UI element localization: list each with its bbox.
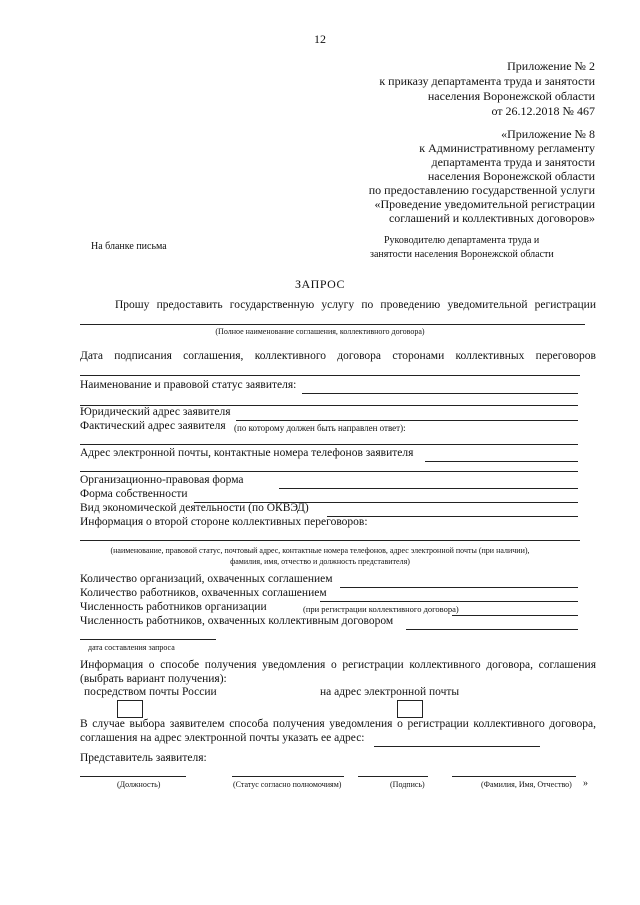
appendix-8-line-3: департамента труда и занятости: [431, 155, 595, 169]
actual-address-field[interactable]: [80, 444, 578, 445]
sig-status-hint: (Статус согласно полномочиям): [233, 780, 342, 789]
headcount-org-field[interactable]: [452, 615, 578, 616]
count-orgs-field[interactable]: [340, 587, 578, 588]
applicant-name-field[interactable]: [302, 393, 578, 394]
org-legal-form-label: Организационно-правовая форма: [80, 474, 244, 486]
sig-signature-hint: (Подпись): [390, 780, 425, 789]
email-phones-field-2[interactable]: [80, 471, 578, 472]
signing-date-field[interactable]: [80, 375, 580, 376]
email-address-field[interactable]: [374, 746, 540, 747]
agreement-name-hint: (Полное наименование соглашения, коллективного договора): [215, 327, 425, 336]
page-number: 12: [314, 32, 326, 46]
count-workers-label: Количество работников, охваченных соглашением: [80, 587, 327, 599]
option-email-checkbox[interactable]: [397, 700, 423, 718]
appendix-8-line-2: к Административному регламенту: [419, 141, 595, 155]
legal-address-field[interactable]: [236, 420, 578, 421]
second-party-label: Информация о второй стороне коллективных переговоров:: [80, 516, 368, 528]
request-intro: Прошу предоставить государственную услугу по проведению уведомительной регистрации: [115, 299, 596, 311]
sig-fio-hint: (Фамилия, Имя, Отчество): [481, 780, 572, 789]
sig-fio-field[interactable]: [452, 776, 576, 777]
appendix-2-line-2: к приказу департамента труда и занятости: [379, 74, 595, 88]
representative-label: Представитель заявителя:: [80, 752, 207, 764]
email-phones-field[interactable]: [425, 461, 578, 462]
appendix-8-line-5: по предоставлению государственной услуги: [368, 183, 595, 197]
letterhead-note: На бланке письма: [91, 241, 167, 252]
option-post-checkbox[interactable]: [117, 700, 143, 718]
actual-address-label: Фактический адрес заявителя: [80, 420, 226, 432]
appendix-8-line-7: соглашений и коллективных договоров»: [388, 211, 595, 225]
org-legal-form-field[interactable]: [279, 488, 578, 489]
email-choice-line-1: В случае выбора заявителем способа получения уведомления о регистрации коллективного договора,: [80, 718, 596, 730]
second-party-field[interactable]: [80, 540, 580, 541]
ownership-form-label: Форма собственности: [80, 488, 188, 500]
addressee-line-1: Руководителю департамента труда и: [384, 235, 540, 246]
headcount-org-label: Численность работников организации: [80, 601, 267, 613]
appendix-8-line-6: «Проведение уведомительной регистрации: [374, 197, 595, 211]
count-orgs-label: Количество организаций, охваченных соглашением: [80, 573, 333, 585]
headcount-org-hint: (при регистрации коллективного договора): [303, 604, 459, 614]
applicant-name-label: Наименование и правовой статус заявителя:: [80, 379, 297, 391]
actual-address-hint: (по которому должен быть направлен ответ):: [234, 423, 406, 433]
email-phones-label: Адрес электронной почты, контактные номера телефонов заявителя: [80, 447, 414, 459]
sig-signature-field[interactable]: [358, 776, 428, 777]
signing-date-label: Дата подписания соглашения, коллективного договора сторонами коллективных переговоров: [80, 350, 596, 362]
notify-method-line-2: (выбрать вариант получения):: [80, 673, 227, 685]
document-title: ЗАПРОС: [295, 277, 345, 291]
appendix-2-line-4: от 26.12.2018 № 467: [491, 104, 595, 118]
date-compiled-hint: дата составления запроса: [88, 643, 175, 652]
appendix-8-line-4: населения Воронежской области: [427, 169, 595, 183]
notify-method-line-1: Информация о способе получения уведомления о регистрации коллективного договора, соглашения: [80, 659, 596, 671]
sig-position-hint: (Должность): [117, 780, 161, 789]
legal-address-label: Юридический адрес заявителя: [80, 406, 231, 418]
addressee-line-2: занятости населения Воронежской области: [370, 249, 554, 260]
email-choice-line-2: соглашения на адрес электронной почты указать ее адрес:: [80, 732, 365, 744]
appendix-2-line-1: Приложение № 2: [507, 59, 595, 73]
second-party-hint-2: фамилия, имя, отчество и должность представителя): [230, 557, 410, 566]
option-email-label: на адрес электронной почты: [320, 686, 460, 698]
option-post-label: посредством почты России: [84, 686, 217, 698]
appendix-2-line-3: населения Воронежской области: [427, 89, 595, 103]
sig-status-field[interactable]: [232, 776, 344, 777]
appendix-8-line-1: «Приложение № 8: [501, 127, 595, 141]
second-party-hint-1: (наименование, правовой статус, почтовый адрес, контактные номера телефонов, адрес электронной почты (при наличии),: [110, 546, 530, 555]
headcount-covered-label: Численность работников, охваченных коллективным договором: [80, 615, 394, 627]
headcount-covered-field[interactable]: [406, 629, 578, 630]
agreement-name-field[interactable]: [80, 324, 585, 325]
closing-quote: »: [583, 778, 588, 789]
sig-position-field[interactable]: [80, 776, 186, 777]
count-workers-field[interactable]: [320, 601, 578, 602]
economic-activity-label: Вид экономической деятельности (по ОКВЭД): [80, 502, 309, 514]
date-compiled-field[interactable]: [80, 639, 216, 640]
